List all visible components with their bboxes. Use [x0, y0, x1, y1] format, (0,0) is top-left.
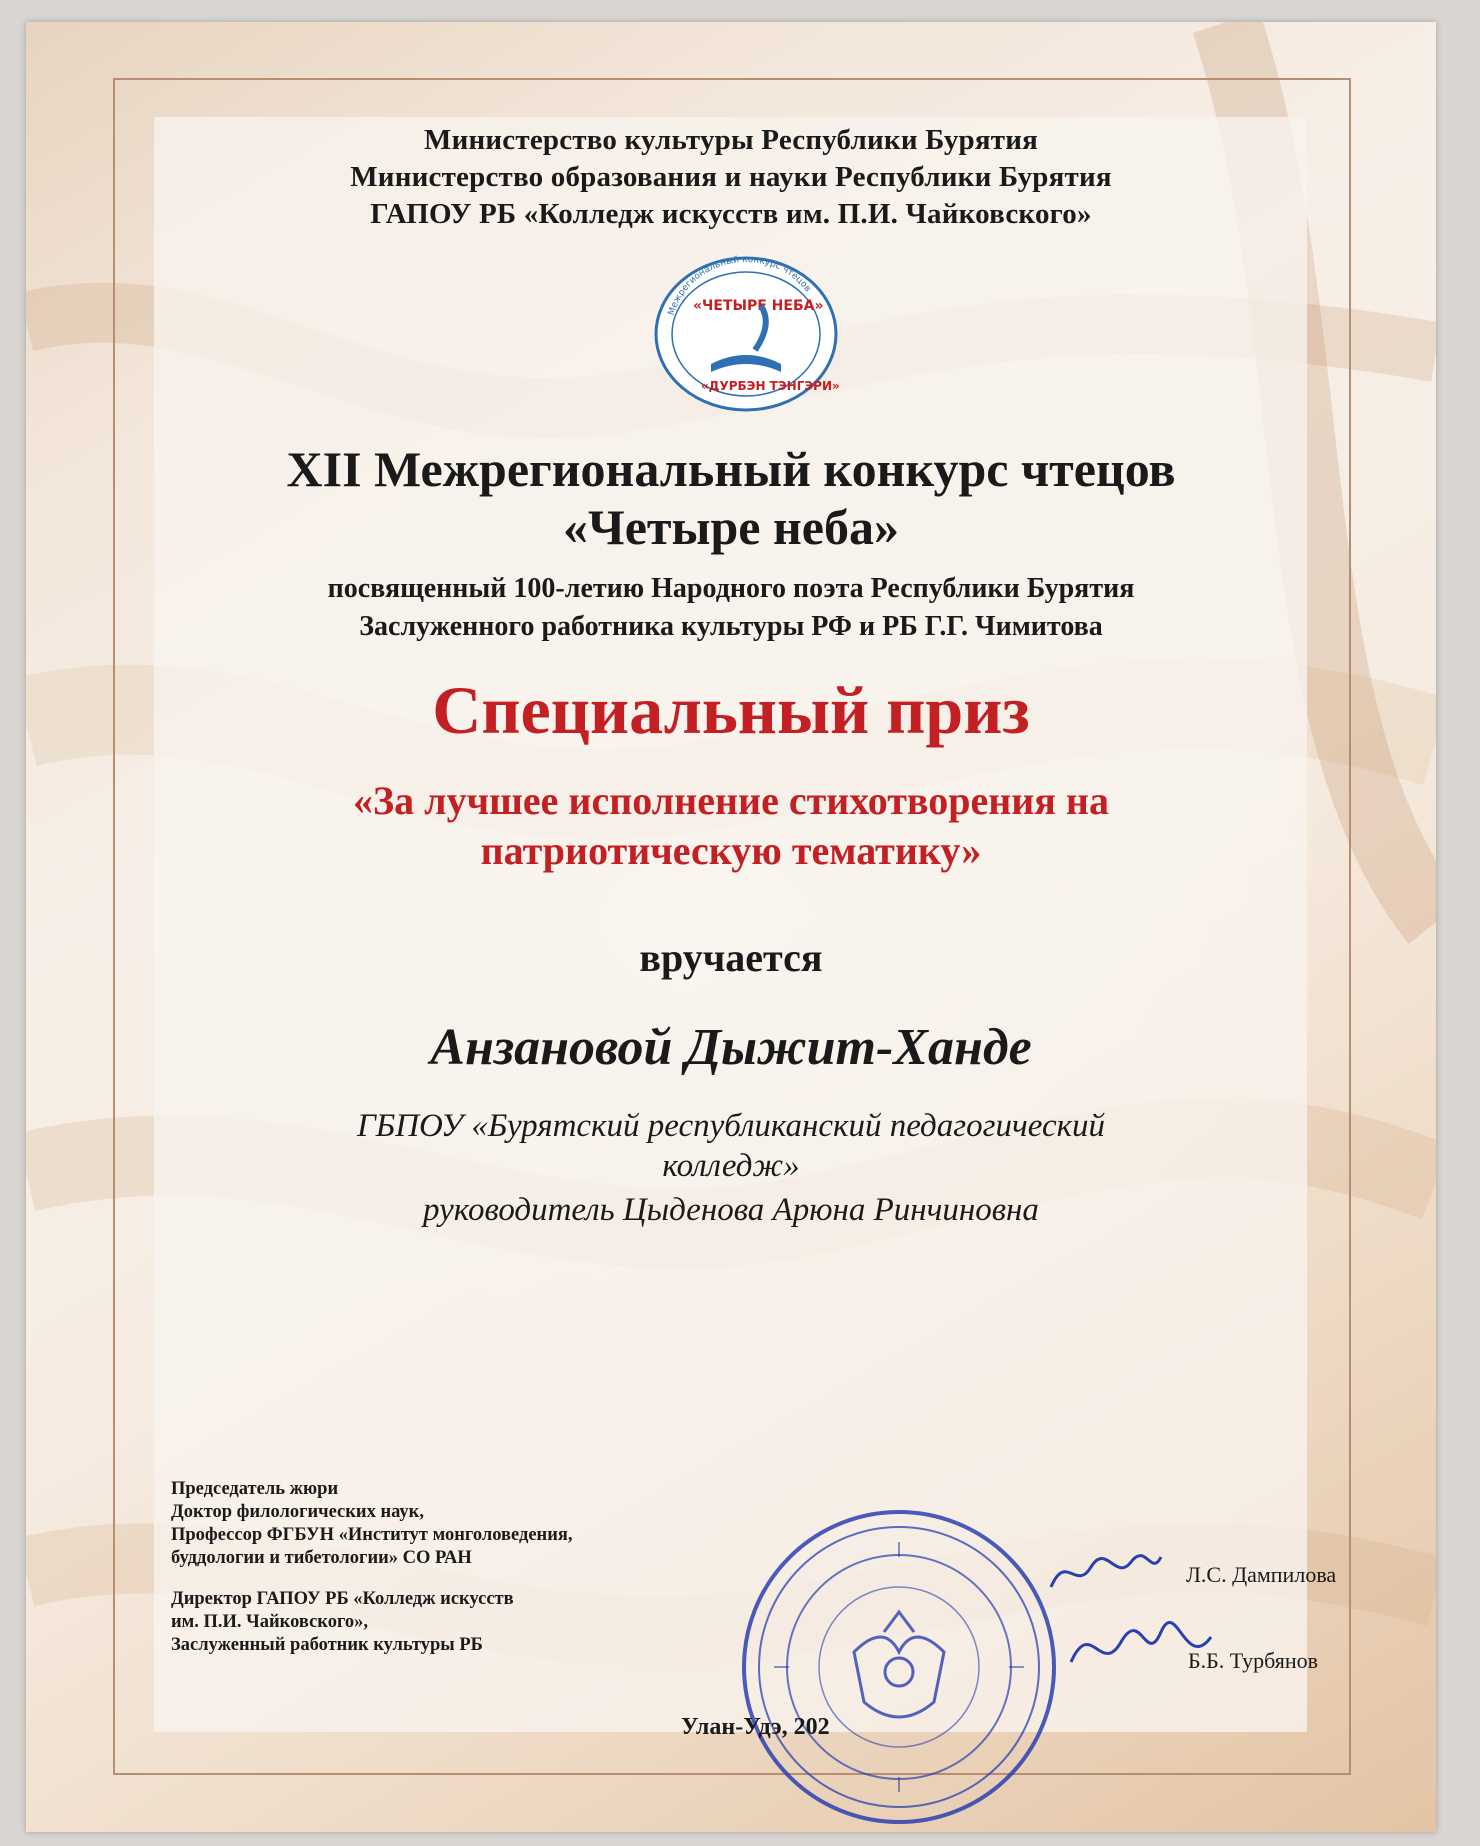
nomination-line-1: «За лучшее исполнение стихотворения на [353, 778, 1109, 823]
jury-chair-block [171, 1478, 573, 1570]
city-year: Улан-Удэ, 202 [681, 1714, 830, 1740]
jury-chair-name: Л.С. Дампилова [1186, 1562, 1337, 1587]
header-college: ГАПОУ РБ «Колледж искусств им. П.И. Чайковского» [370, 198, 1092, 230]
logo-top-text: «ЧЕТЫРЕ НЕБА» [693, 298, 824, 314]
recipient-name: Анзановой Дыжит-Ханде [430, 1019, 1032, 1076]
supervisor-line: руководитель Цыденова Арюна Ринчиновна [423, 1192, 1039, 1228]
logo-ring-text: Межрегиональный конкурс чтецов [666, 254, 813, 317]
director-block [171, 1588, 514, 1657]
prize-title: Специальный приз [432, 672, 1030, 748]
director-line: Директор ГАПОУ РБ «Колледж искусств [171, 1589, 514, 1609]
jury-line: Профессор ФГБУН «Институт монголоведения, [171, 1525, 573, 1545]
nomination-line-2: патриотическую тематику» [480, 828, 982, 873]
contest-title: XII Межрегиональный конкурс чтецов [286, 441, 1176, 497]
recipient-org-line-2: колледж» [662, 1148, 800, 1184]
logo-bottom-text: «ДУРБЭН ТЭНГЭРИ» [701, 379, 840, 393]
official-stamp [734, 1502, 1064, 1832]
jury-signature [1046, 1542, 1166, 1602]
jury-line: Председатель жюри [171, 1479, 339, 1499]
contest-name: «Четыре неба» [563, 499, 899, 555]
dedication-line-1: посвященный 100-летию Народного поэта Республики Бурятия [327, 573, 1135, 604]
director-name: Б.Б. Турбянов [1188, 1648, 1319, 1673]
header-ministry-education: Министерство образования и науки Республики Бурятия [350, 161, 1112, 193]
header-ministry-culture: Министерство культуры Республики Бурятия [424, 124, 1038, 156]
director-line: Заслуженный работник культуры РБ [171, 1635, 483, 1655]
certificate-paper [26, 22, 1436, 1832]
jury-line: Доктор филологических наук, [171, 1502, 424, 1522]
recipient-org-line-1: ГБПОУ «Бурятский республиканский педагогический [356, 1108, 1106, 1144]
contest-logo [651, 254, 841, 414]
jury-line: буддологии и тибетологии» СО РАН [171, 1548, 472, 1568]
awarded-label: вручается [639, 935, 823, 980]
dedication-line-2: Заслуженного работника культуры РФ и РБ Г.Г. Чимитова [359, 611, 1103, 642]
director-line: им. П.И. Чайковского», [171, 1612, 369, 1632]
